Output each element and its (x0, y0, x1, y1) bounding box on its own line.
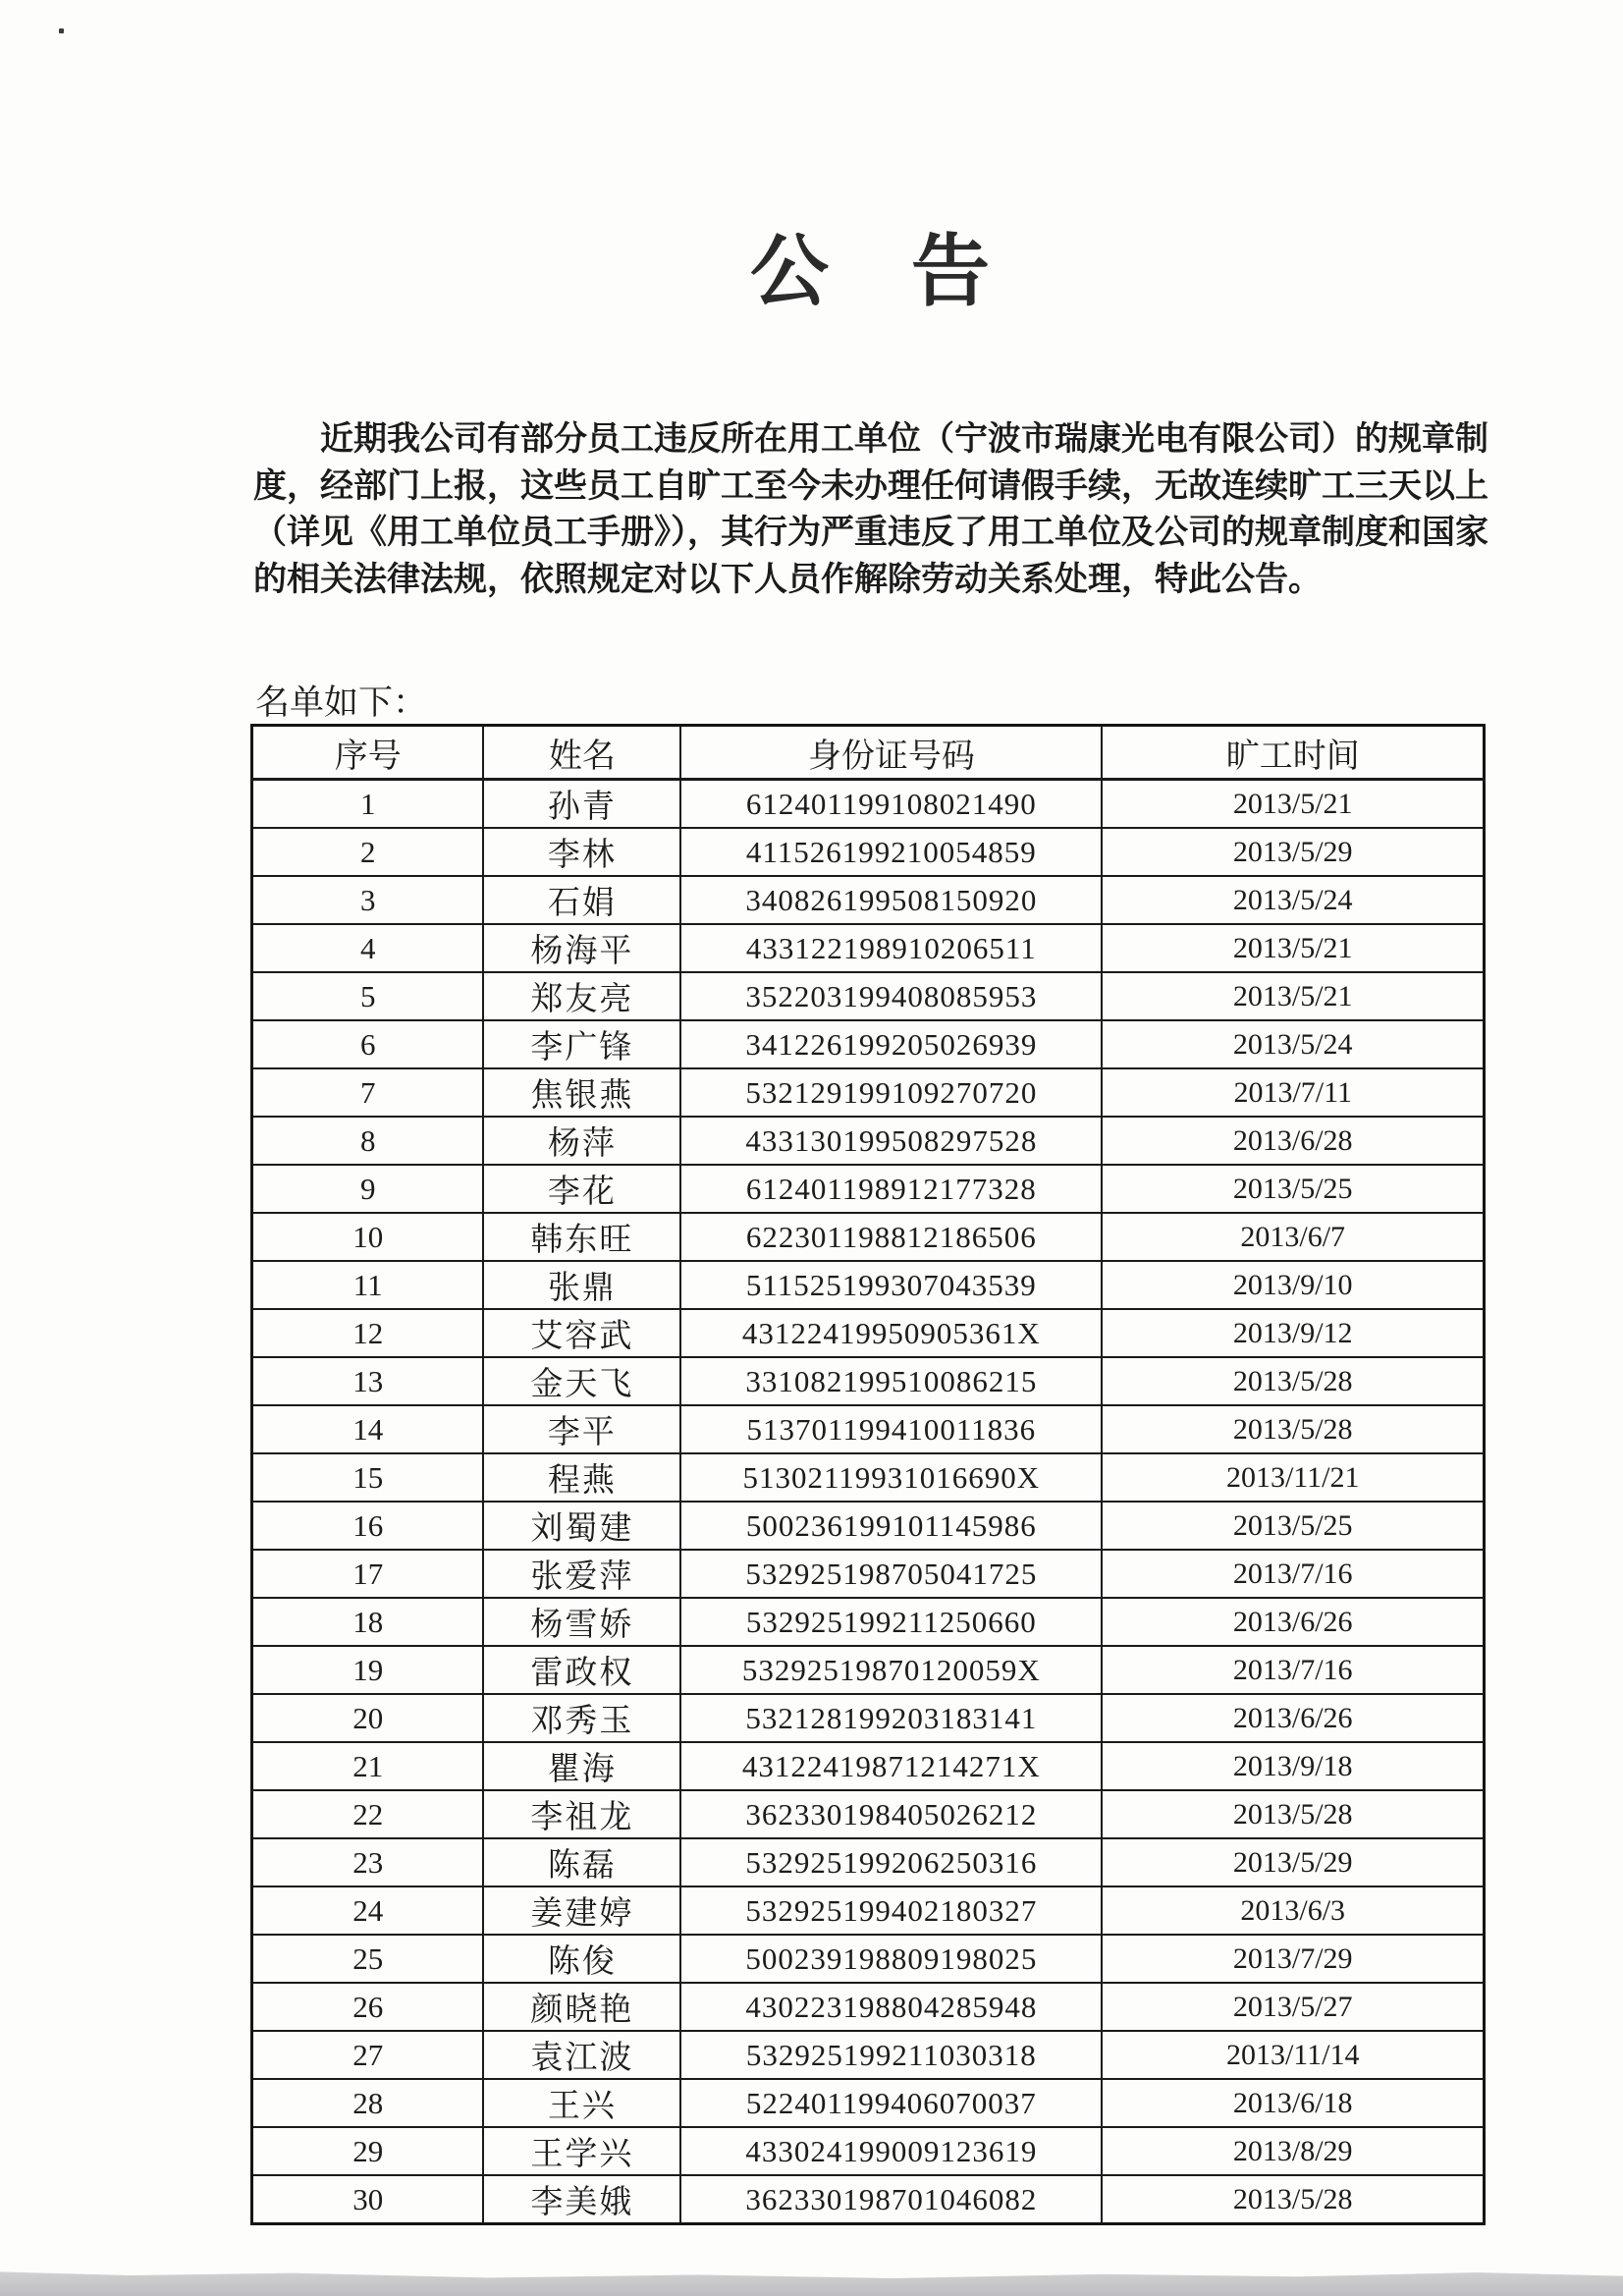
cell-name: 孙青 (483, 780, 680, 829)
col-header-date: 旷工时间 (1102, 726, 1484, 780)
col-header-name: 姓名 (483, 726, 680, 780)
cell-name: 李花 (483, 1165, 680, 1213)
table-row (252, 1935, 1485, 1983)
cell-id: 341226199205026939 (680, 1020, 1102, 1068)
table-row (252, 1886, 1485, 1935)
cell-index: 9 (252, 1165, 484, 1213)
cell-name: 陈俊 (483, 1935, 680, 1983)
table-row (252, 1502, 1485, 1550)
cell-name: 邓秀玉 (483, 1694, 680, 1742)
cell-index: 15 (252, 1453, 484, 1502)
table-row (252, 876, 1485, 924)
cell-name: 陈磊 (483, 1838, 680, 1886)
cell-name: 雷政权 (483, 1646, 680, 1694)
table-row (252, 972, 1485, 1020)
cell-date: 2013/7/16 (1102, 1646, 1484, 1694)
table-row (252, 1068, 1485, 1117)
table-row (252, 924, 1485, 972)
cell-index: 1 (252, 780, 484, 829)
cell-date: 2013/11/14 (1102, 2031, 1484, 2079)
cell-name: 韩东旺 (483, 1213, 680, 1261)
cell-id: 352203199408085953 (680, 972, 1102, 1020)
cell-index: 5 (252, 972, 484, 1020)
cell-id: 433122198910206511 (680, 924, 1102, 972)
table-row (252, 2127, 1485, 2175)
table-row (252, 1261, 1485, 1309)
cell-date: 2013/5/24 (1102, 1020, 1484, 1068)
scan-edge-shadow (0, 2267, 1623, 2296)
cell-index: 17 (252, 1550, 484, 1598)
table-row (252, 828, 1485, 876)
cell-date: 2013/5/24 (1102, 876, 1484, 924)
cell-date: 2013/5/29 (1102, 1838, 1484, 1886)
table-row (252, 1790, 1485, 1838)
cell-id: 500239198809198025 (680, 1935, 1102, 1983)
cell-name: 李广锋 (483, 1020, 680, 1068)
cell-id: 532925199211250660 (680, 1598, 1102, 1646)
cell-id: 532925199206250316 (680, 1838, 1102, 1886)
table-row (252, 1646, 1485, 1694)
cell-date: 2013/5/21 (1102, 924, 1484, 972)
roster-table-body (252, 780, 1485, 2224)
cell-name: 李林 (483, 828, 680, 876)
table-row (252, 1838, 1485, 1886)
cell-date: 2013/6/3 (1102, 1886, 1484, 1935)
cell-id: 532925199402180327 (680, 1886, 1102, 1935)
cell-id: 362330198701046082 (680, 2175, 1102, 2224)
table-row (252, 1983, 1485, 2031)
table-row (252, 2031, 1485, 2079)
cell-name: 瞿海 (483, 1742, 680, 1790)
cell-index: 2 (252, 828, 484, 876)
table-row (252, 1020, 1485, 1068)
cell-date: 2013/9/10 (1102, 1261, 1484, 1309)
table-row (252, 1213, 1485, 1261)
cell-id: 532925198705041725 (680, 1550, 1102, 1598)
cell-date: 2013/7/16 (1102, 1550, 1484, 1598)
list-label: 名单如下： (255, 683, 428, 722)
cell-id: 612401199108021490 (680, 780, 1102, 829)
cell-date: 2013/5/27 (1102, 1983, 1484, 2031)
cell-id: 532925199211030318 (680, 2031, 1102, 2079)
table-row (252, 1117, 1485, 1165)
cell-index: 12 (252, 1309, 484, 1357)
table-row (252, 1405, 1485, 1453)
cell-id: 430223198804285948 (680, 1983, 1102, 2031)
table-row (252, 1357, 1485, 1405)
cell-index: 13 (252, 1357, 484, 1405)
cell-index: 21 (252, 1742, 484, 1790)
cell-id: 511525199307043539 (680, 1261, 1102, 1309)
cell-name: 姜建婷 (483, 1886, 680, 1935)
table-row (252, 2175, 1485, 2224)
cell-name: 颜晓艳 (483, 1983, 680, 2031)
cell-date: 2013/9/18 (1102, 1742, 1484, 1790)
cell-index: 25 (252, 1935, 484, 1983)
cell-id: 53292519870120059X (680, 1646, 1102, 1694)
cell-id: 411526199210054859 (680, 828, 1102, 876)
cell-name: 杨萍 (483, 1117, 680, 1165)
cell-id: 532128199203183141 (680, 1694, 1102, 1742)
cell-id: 522401199406070037 (680, 2079, 1102, 2127)
notice-paragraph: 近期我公司有部分员工违反所在用工单位（宁波市瑞康光电有限公司）的规章制度，经部门上报，这些员工自旷工至今未办理任何请假手续，无故连续旷工三天以上（详见《用工单位员工手册》），其行为严重违反了用工单位及公司的规章制度和国家的相关法律法规，依照规定对以下人员作解除劳动关系处理，特此公告。 (253, 420, 1488, 598)
cell-name: 张鼎 (483, 1261, 680, 1309)
cell-date: 2013/5/28 (1102, 2175, 1484, 2224)
page-title: 公 告 (750, 230, 992, 316)
cell-date: 2013/5/25 (1102, 1502, 1484, 1550)
cell-name: 杨海平 (483, 924, 680, 972)
cell-id: 51302119931016690X (680, 1453, 1102, 1502)
cell-index: 10 (252, 1213, 484, 1261)
cell-date: 2013/6/26 (1102, 1598, 1484, 1646)
cell-id: 500236199101145986 (680, 1502, 1102, 1550)
cell-date: 2013/5/28 (1102, 1405, 1484, 1453)
cell-date: 2013/5/28 (1102, 1790, 1484, 1838)
cell-index: 16 (252, 1502, 484, 1550)
cell-name: 杨雪娇 (483, 1598, 680, 1646)
cell-index: 22 (252, 1790, 484, 1838)
cell-name: 郑友亮 (483, 972, 680, 1020)
col-header-id: 身份证号码 (680, 726, 1102, 780)
cell-index: 29 (252, 2127, 484, 2175)
cell-date: 2013/5/21 (1102, 972, 1484, 1020)
table-row (252, 1165, 1485, 1213)
cell-date: 2013/8/29 (1102, 2127, 1484, 2175)
cell-id: 433024199009123619 (680, 2127, 1102, 2175)
cell-index: 20 (252, 1694, 484, 1742)
cell-name: 李祖龙 (483, 1790, 680, 1838)
cell-name: 王兴 (483, 2079, 680, 2127)
table-row (252, 1742, 1485, 1790)
cell-index: 14 (252, 1405, 484, 1453)
cell-name: 刘蜀建 (483, 1502, 680, 1550)
cell-index: 3 (252, 876, 484, 924)
cell-index: 24 (252, 1886, 484, 1935)
cell-date: 2013/7/29 (1102, 1935, 1484, 1983)
cell-id: 43122419950905361X (680, 1309, 1102, 1357)
cell-name: 金天飞 (483, 1357, 680, 1405)
table-row (252, 1694, 1485, 1742)
cell-date: 2013/5/29 (1102, 828, 1484, 876)
table-row (252, 1550, 1485, 1598)
cell-id: 513701199410011836 (680, 1405, 1102, 1453)
table-row (252, 2079, 1485, 2127)
cell-index: 4 (252, 924, 484, 972)
cell-name: 李美娥 (483, 2175, 680, 2224)
cell-id: 362330198405026212 (680, 1790, 1102, 1838)
cell-index: 28 (252, 2079, 484, 2127)
cell-name: 王学兴 (483, 2127, 680, 2175)
table-row (252, 1598, 1485, 1646)
roster-table-header (252, 726, 1485, 780)
cell-name: 李平 (483, 1405, 680, 1453)
header-row (252, 726, 1485, 780)
cell-name: 焦银燕 (483, 1068, 680, 1117)
cell-date: 2013/9/12 (1102, 1309, 1484, 1357)
cell-index: 6 (252, 1020, 484, 1068)
cell-name: 程燕 (483, 1453, 680, 1502)
cell-index: 7 (252, 1068, 484, 1117)
cell-id: 612401198912177328 (680, 1165, 1102, 1213)
cell-name: 石娟 (483, 876, 680, 924)
cell-index: 11 (252, 1261, 484, 1309)
cell-id: 340826199508150920 (680, 876, 1102, 924)
cell-date: 2013/6/26 (1102, 1694, 1484, 1742)
cell-date: 2013/11/21 (1102, 1453, 1484, 1502)
cell-id: 331082199510086215 (680, 1357, 1102, 1405)
table-row (252, 1309, 1485, 1357)
cell-date: 2013/6/28 (1102, 1117, 1484, 1165)
cell-name: 张爱萍 (483, 1550, 680, 1598)
cell-index: 27 (252, 2031, 484, 2079)
cell-id: 43122419871214271X (680, 1742, 1102, 1790)
cell-date: 2013/5/25 (1102, 1165, 1484, 1213)
cell-id: 433130199508297528 (680, 1117, 1102, 1165)
cell-index: 8 (252, 1117, 484, 1165)
cell-date: 2013/7/11 (1102, 1068, 1484, 1117)
cell-date: 2013/5/21 (1102, 780, 1484, 829)
cell-name: 艾容武 (483, 1309, 680, 1357)
cell-id: 532129199109270720 (680, 1068, 1102, 1117)
cell-name: 袁江波 (483, 2031, 680, 2079)
cell-index: 19 (252, 1646, 484, 1694)
table-row (252, 1453, 1485, 1502)
cell-index: 26 (252, 1983, 484, 2031)
cell-id: 622301198812186506 (680, 1213, 1102, 1261)
cell-date: 2013/6/7 (1102, 1213, 1484, 1261)
scan-speck (59, 28, 64, 33)
cell-index: 18 (252, 1598, 484, 1646)
cell-date: 2013/5/28 (1102, 1357, 1484, 1405)
cell-index: 30 (252, 2175, 484, 2224)
cell-date: 2013/6/18 (1102, 2079, 1484, 2127)
col-header-index: 序号 (252, 726, 484, 780)
roster-table (250, 724, 1486, 2225)
cell-index: 23 (252, 1838, 484, 1886)
table-row (252, 780, 1485, 829)
